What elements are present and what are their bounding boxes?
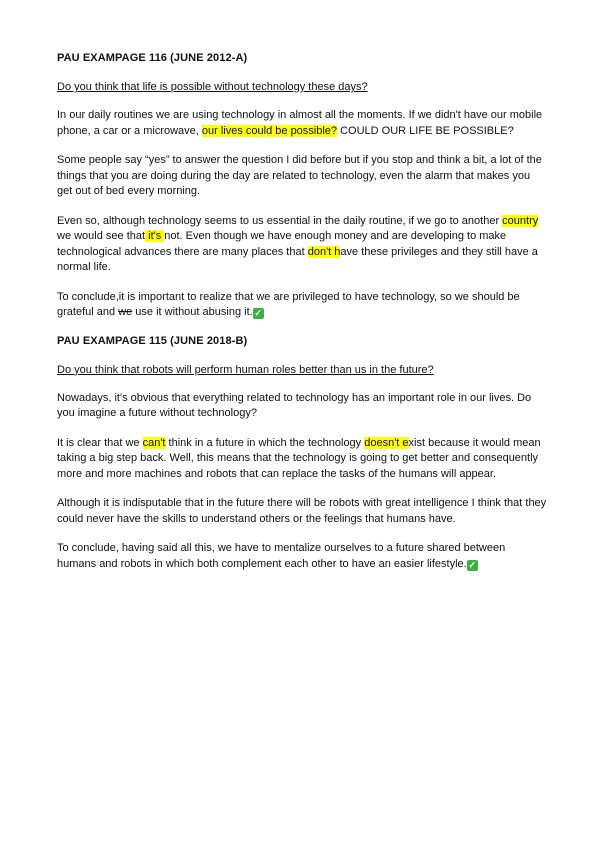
document-body — [57, 52, 547, 586]
text-run: Even so, although technology seems to us essential in the daily routine, if we go to another — [57, 214, 503, 227]
section1-paragraph-4 — [57, 290, 547, 321]
section1-paragraph-2: Some people say “yes” to answer the question I did before but if you stop and think a bit, a lot of the things that you are doing during the day are related to technology, even the alarm that makes you get out of bed every morning. — [57, 154, 542, 197]
text-run: In our daily routines we are using technology in almost all the moments. If we didn't have our mobile phone, a car or a microwave, — [57, 109, 543, 137]
section1-paragraph-1 — [57, 108, 547, 139]
section1-heading: PAU EXAMPAGE 116 (JUNE 2012-A) — [57, 52, 248, 64]
text-run: not. Even though we have enough money and are developing to make technological advances there are many places that — [57, 230, 507, 258]
text-run: use it without abusing it. — [132, 306, 253, 318]
highlighted-text: can't — [142, 436, 166, 449]
section2-heading: PAU EXAMPAGE 115 (JUNE 2018-B) — [57, 334, 248, 347]
text-run: To conclude,it is important to realize that we are privileged to have technology, so we should be grateful and — [57, 290, 520, 318]
text-run: ave these privileges and they still have a normal life. — [57, 245, 538, 273]
section2-paragraph-2 — [57, 436, 547, 483]
check-mark-icon: ✓ — [468, 559, 476, 570]
struck-text: we — [118, 306, 133, 318]
text-run: To conclude, having said all this, we have to mentalize ourselves to a future shared between humans and robots in which both complement each other to have an easier lifestyle. — [57, 542, 506, 570]
highlighted-text: it's — [145, 230, 165, 242]
text-run: It is clear that we — [57, 436, 143, 449]
section1-paragraph-3 — [57, 214, 547, 276]
text-run: we would see that — [57, 230, 146, 242]
text-run: xist because it would mean taking a big step back. Well, this means that the technology is going to get better and consequently more and more machines and robots that can replace the tasks of the humans will appear. — [57, 436, 541, 480]
text-run: COULD OUR LIFE BE POSSIBLE? — [337, 124, 514, 137]
section2 — [57, 335, 547, 573]
highlighted-text: don't h — [307, 245, 341, 258]
highlighted-text: country — [502, 214, 539, 227]
section1-question: Do you think that life is possible without technology these days? — [57, 81, 368, 93]
check-mark-icon: ✓ — [254, 308, 262, 318]
section2-paragraph-1: Nowadays, it's obvious that everything related to technology has an important role in our lives. Do you imagine a future without technology? — [57, 391, 532, 419]
text-run: think in a future in which the technology — [165, 436, 365, 449]
highlighted-text: our lives could be possible? — [201, 124, 338, 137]
section2-paragraph-4 — [57, 541, 547, 572]
highlighted-text: doesn't e — [364, 436, 409, 449]
section2-question: Do you think that robots will perform human roles better than us in the future? — [57, 363, 434, 376]
section2-paragraph-3: Although it is indisputable that in the future there will be robots with great intelligence I think that they could never have the skills to understand others or the feelings that humans have. — [57, 497, 547, 525]
